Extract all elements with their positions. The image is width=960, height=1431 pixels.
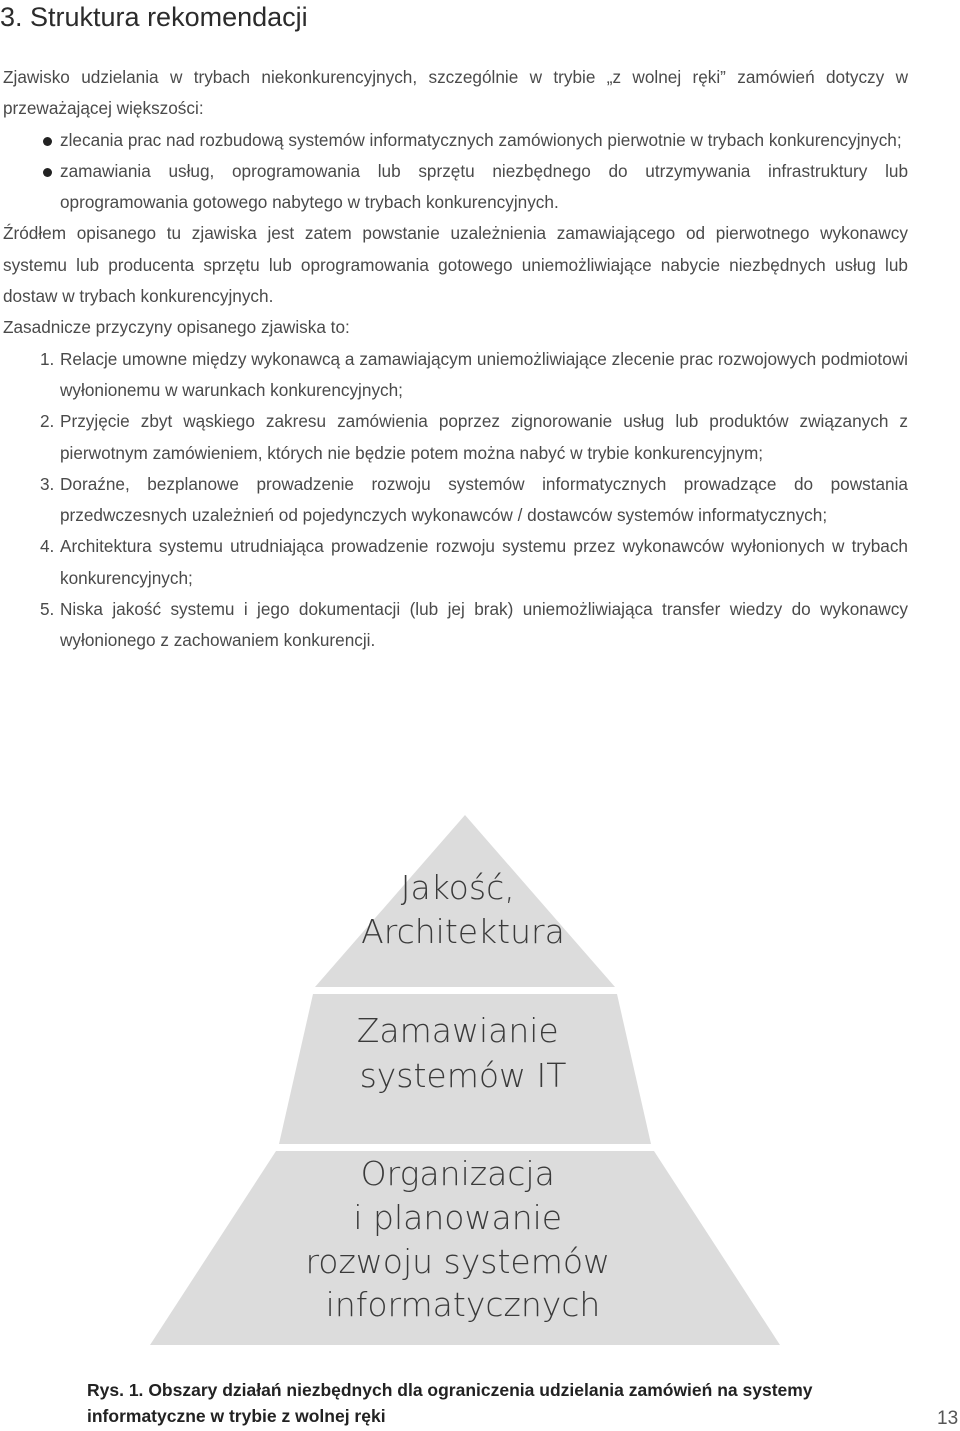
bullet-text: zlecania prac nad rozbudową systemów informatycznych zamówionych pierwotnie w trybach konkurencyjnych; — [60, 129, 902, 150]
cause-number: 3. — [40, 473, 55, 494]
bullet-dot-icon — [43, 168, 52, 177]
page-number: 13 — [937, 1408, 959, 1429]
cause-text: Doraźne, bezplanowe prowadzenie rozwoju systemów informatycznych prowadzące do powstania przedwczesnych uzależnień od pojedynczych wykonawców / dostawców systemów informatycznych; — [60, 473, 908, 526]
cause-item — [3, 594, 908, 657]
cause-number: 5. — [40, 599, 55, 620]
cause-number: 4. — [40, 536, 55, 557]
bullet-list — [3, 125, 908, 219]
bullet-item — [3, 156, 908, 219]
pyramid-bottom-label: Organizacja i planowanie rozwoju systemów informatycznych — [305, 1154, 611, 1324]
section-heading: 3. Struktura rekomendacji — [0, 2, 308, 32]
pyramid-top-label: Jakość, Architektura — [361, 868, 565, 951]
figure-caption-label: Rys. 1. — [87, 1380, 144, 1400]
bullet-dot-icon — [43, 137, 52, 146]
cause-item — [3, 531, 908, 594]
causes-intro: Zasadnicze przyczyny opisanego zjawiska to: — [3, 317, 350, 338]
bullet-text: zamawiania usług, oprogramowania lub sprzętu niezbędnego do utrzymywania infrastruktury lub oprogramowania gotowego nabytego w trybach konkurencyjnych. — [60, 160, 908, 213]
source-paragraph: Źródłem opisanego tu zjawiska jest zatem powstanie uzależnienia zamawiającego od pierwotnego wykonawcy systemu lub producenta sprzętu lub oprogramowania gotowego uniemożliwiające nabycie niezbędnych usług lub dostaw w trybach konkurencyjnych. — [3, 223, 908, 307]
cause-number: 2. — [40, 411, 55, 432]
pyramid-diagram — [150, 815, 780, 1345]
cause-item — [3, 344, 908, 407]
cause-text: Przyjęcie zbyt wąskiego zakresu zamówienia poprzez zignorowanie usług lub produktów związanych z pierwotnym zamówieniem, których nie będzie potem można nabyć w trybie konkurencyjnym; — [60, 411, 908, 463]
cause-item — [3, 469, 908, 532]
body-text — [3, 62, 908, 657]
cause-text: Niska jakość systemu i jego dokumentacji (lub jej brak) uniemożliwiająca transfer wiedzy do wykonawcy wyłonionego z zachowaniem konkurencji. — [60, 599, 908, 651]
cause-text: Architektura systemu utrudniająca prowadzenie rozwoju systemu przez wykonawców wyłonionych w trybach konkurencyjnych; — [60, 536, 908, 588]
cause-item — [3, 406, 908, 469]
cause-number: 1. — [40, 348, 55, 369]
intro-paragraph: Zjawisko udzielania w trybach niekonkurencyjnych, szczególnie w trybie „z wolnej ręki” zamówień dotyczy w przeważającej większości: — [3, 67, 908, 119]
bullet-item — [3, 125, 908, 156]
causes-list — [3, 344, 908, 657]
cause-text: Relacje umowne między wykonawcą a zamawiającym uniemożliwiające zlecenie prac rozwojowych podmiotowi wyłonionemu w warunkach konkurencyjnych; — [60, 348, 908, 400]
figure-caption — [87, 1377, 887, 1429]
figure-caption-text: Obszary działań niezbędnych dla ograniczenia udzielania zamówień na systemy informatyczne w trybie z wolnej ręki — [87, 1380, 813, 1426]
pyramid-middle-label: Zamawianie systemów IT — [356, 1011, 567, 1095]
